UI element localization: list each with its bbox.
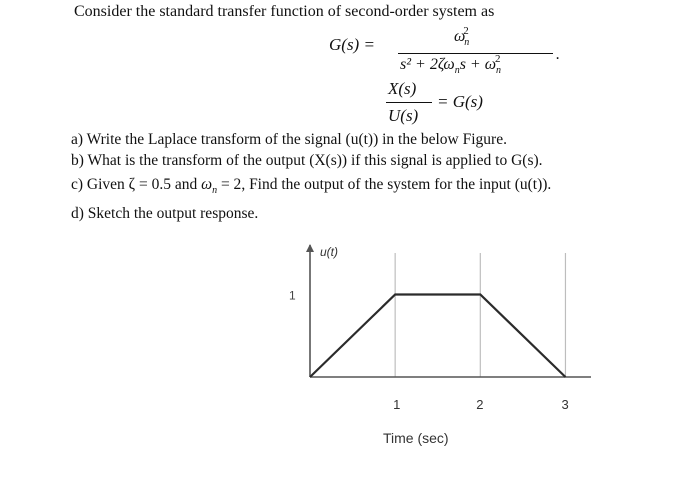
- eq1-lhs: G(s) =: [329, 35, 375, 54]
- signal-line: [310, 295, 565, 378]
- eq1-denominator: $s^2 + 2\zeta\omega_ns + \omega_n^2$: [400, 53, 502, 76]
- x-tick-label-3: 3: [561, 397, 569, 412]
- question-d: d) Sketch the output response.: [71, 205, 259, 222]
- omega-value: = 2: [217, 176, 242, 193]
- question-b: b) What is the transform of the output (X(s)) if this signal is applied to G(s).: [71, 152, 543, 169]
- zeta-value: ζ = 0.5: [128, 176, 171, 193]
- omega-symbol: ω: [201, 176, 213, 193]
- eq1-period: .: [556, 46, 560, 63]
- eq1-numerator: $\omega_n^2$: [454, 25, 470, 48]
- eq2-denominator: U(s): [388, 106, 419, 125]
- x-tick-label-2: 2: [476, 397, 484, 412]
- eq2-numerator: X(s): [388, 79, 417, 98]
- plot-labels: [289, 245, 569, 446]
- plot-grid: [395, 253, 565, 377]
- plot-axes: [306, 244, 591, 377]
- question-a: a) Write the Laplace transform of the signal (u(t)) in the below Figure.: [71, 131, 507, 148]
- y-axis-arrow: [306, 244, 314, 252]
- x-axis-label: Time (sec): [383, 430, 449, 446]
- y-axis-label: u(t): [320, 245, 338, 259]
- eq2-rhs: = G(s): [437, 92, 483, 111]
- plot-series: [310, 294, 565, 377]
- y-tick-label: 1: [289, 288, 296, 303]
- problem-intro: Consider the standard transfer function of second-order system as: [74, 3, 495, 20]
- question-c: c) Given ζ = 0.5 and $\omega_n = 2$, Find the output of the system for the input (u(t)).: [71, 176, 552, 196]
- x-tick-label-1: 1: [393, 397, 401, 412]
